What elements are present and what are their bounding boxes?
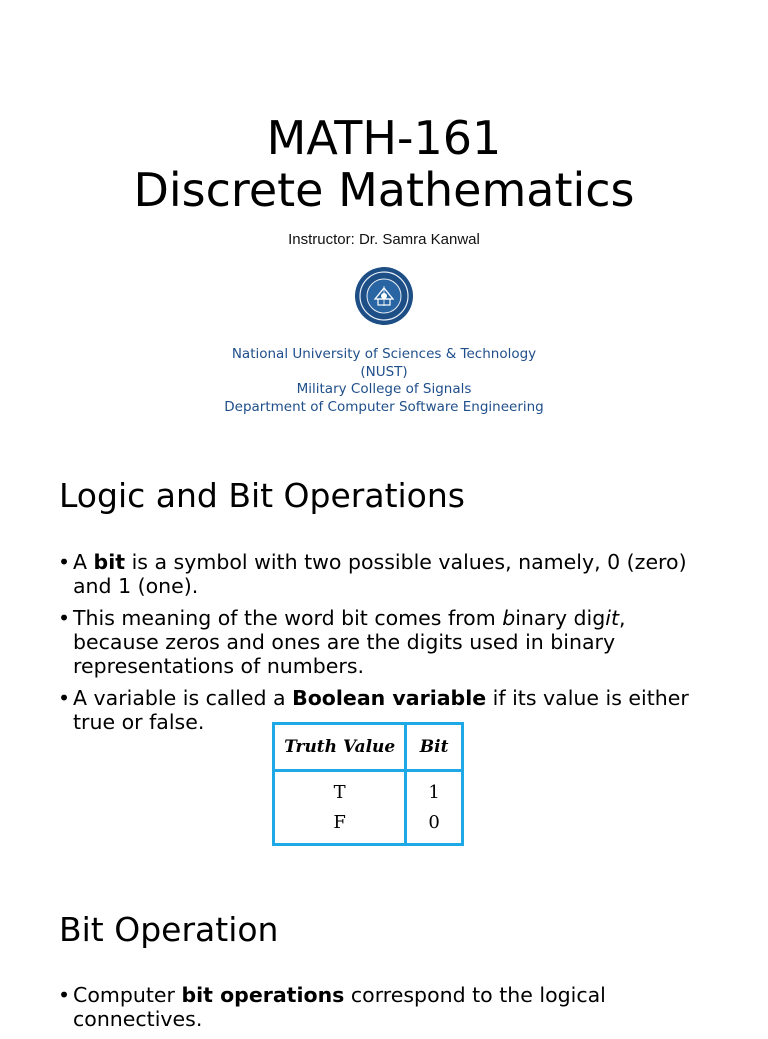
logic-bullets bbox=[58, 550, 698, 742]
bit-value-0: 0 bbox=[428, 811, 440, 833]
truth-table-image bbox=[272, 722, 464, 846]
bullet-bit-operations: • Computer bit operations correspond to the logical connectives. bbox=[58, 983, 698, 1031]
truth-value-t: T bbox=[333, 781, 346, 803]
slide-title bbox=[0, 112, 768, 216]
bullet-boolean-variable: • A variable is called a Boolean variable if its value is either true or false. bbox=[58, 686, 698, 734]
bit-operation-heading: Bit Operation bbox=[59, 910, 279, 949]
affiliation-acronym: (NUST) bbox=[360, 363, 408, 380]
course-name: Discrete Mathematics bbox=[133, 163, 635, 217]
affiliation-university: National University of Sciences & Technology bbox=[231, 346, 537, 362]
truth-table bbox=[272, 722, 464, 846]
truth-values-cell bbox=[274, 771, 406, 845]
bit-values-cell bbox=[406, 771, 463, 845]
header-bit: Bit bbox=[406, 724, 463, 771]
bullet-bit-origin: • This meaning of the word bit comes from binary digit, because zeros and ones are the digits used in binary representations of numbers. bbox=[58, 606, 698, 678]
logic-heading: Logic and Bit Operations bbox=[59, 476, 465, 515]
course-code: MATH-161 bbox=[266, 111, 502, 165]
bullet-bit-definition: • A bit is a symbol with two possible values, namely, 0 (zero) and 1 (one). bbox=[58, 550, 698, 598]
affiliation-college: Military College of Signals bbox=[296, 381, 472, 397]
truth-value-f: F bbox=[333, 811, 346, 833]
bit-value-1: 1 bbox=[428, 781, 440, 803]
university-seal-icon bbox=[354, 266, 414, 326]
bit-operation-bullets bbox=[58, 983, 698, 1039]
affiliation-block bbox=[0, 346, 768, 416]
instructor-line: Instructor: Dr. Samra Kanwal bbox=[288, 231, 480, 248]
affiliation-department: Department of Computer Software Engineering bbox=[224, 398, 544, 415]
header-truth-value: Truth Value bbox=[274, 724, 406, 771]
